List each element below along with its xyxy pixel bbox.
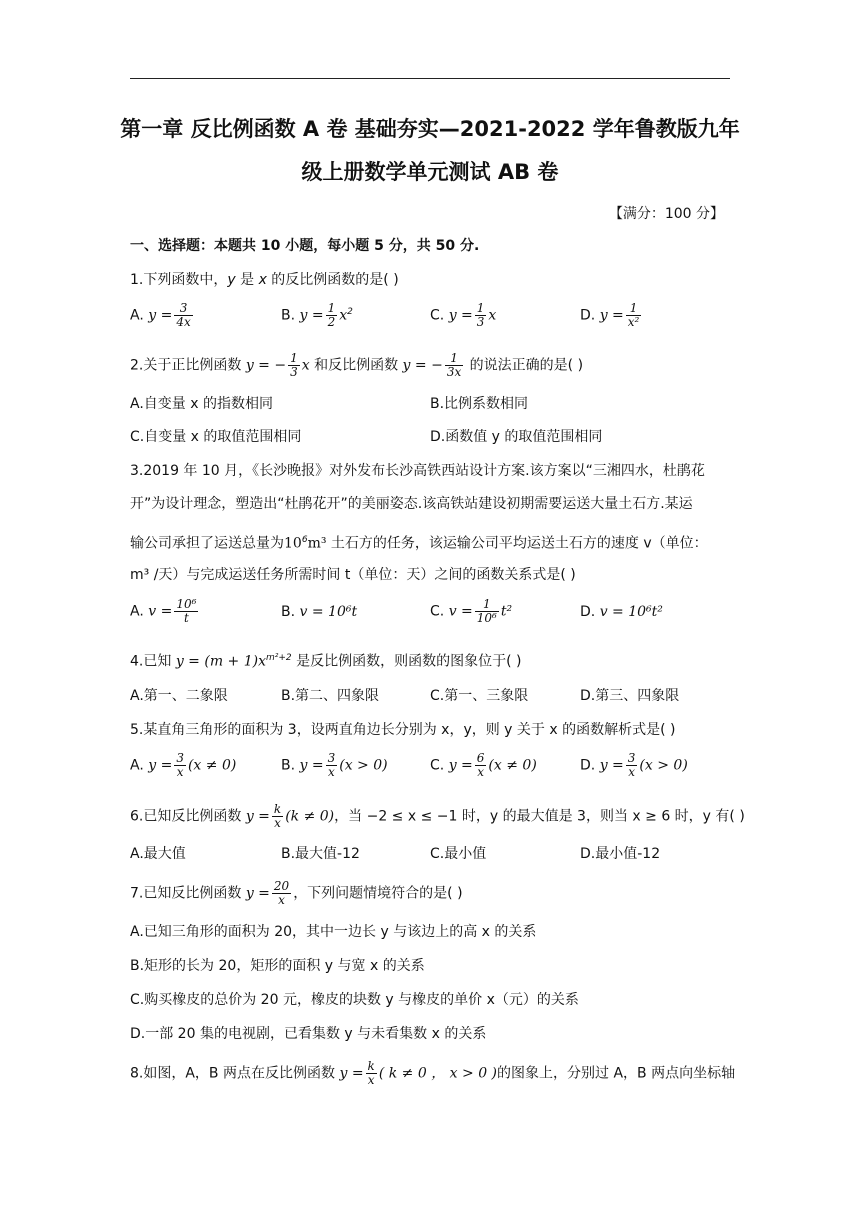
question-3-line1: 3.2019 年 10 月，《长沙晚报》对外发布长沙高铁西站设计方案.该方案以“三湘四水，杜鹃花 <box>130 463 705 479</box>
q2-option-d: D.函数值 y 的取值范围相同 <box>430 429 603 445</box>
q7-option-a: A.已知三角形的面积为 20，其中一边长 y 与该边上的高 x 的关系 <box>130 924 537 940</box>
q1-option-a: A. y = $\frac{3}{4x}$ <box>130 301 191 329</box>
section-heading: 一、选择题：本题共 10 小题，每小题 5 分，共 50 分. <box>130 238 480 254</box>
q1-option-d: D. y = $\frac{1}{\text{x²}}$ <box>580 301 640 329</box>
q3-option-c: C. v = $\frac{1}{\text{10⁶}}$ t² <box>430 597 513 625</box>
q2-option-c: C.自变量 x 的取值范围相同 <box>130 429 302 445</box>
q5-option-c: C. y = $\frac{6}{x}$ (x ≠ 0) <box>430 751 537 779</box>
fraction: $\frac{3}{x}$ <box>176 751 184 779</box>
question-3-line4: m³ /天）与完成运送任务所需时间 t（单位：天）之间的函数关系式是( ) <box>130 567 576 583</box>
question-3-line3: 输公司承担了运送总量为$10^6m^3$ 土石方的任务，该运输公司平均运送土石方的速度 v（单位： <box>130 535 708 552</box>
full-score: 【满分：100 分】 <box>608 206 724 222</box>
fraction: $\frac{1}{\text{10⁶}}$ <box>476 597 497 625</box>
q6-option-d: D.最小值-12 <box>580 846 661 862</box>
fraction: $\frac{3}{x}$ <box>327 751 336 779</box>
q5-option-a: A. y = $\frac{3}{x}$ (x ≠ 0) <box>130 751 237 779</box>
fraction: $\frac{1}{\text{x²}}$ <box>627 301 640 329</box>
fraction: $\frac{\text{10⁶}}{t}$ <box>176 597 197 625</box>
q4-option-c: C.第一、三象限 <box>430 688 529 704</box>
fraction: $\frac{k}{x}$ <box>367 1059 375 1087</box>
question-1-stem: 1.下列函数中，y 是 x 的反比例函数的是( ) <box>130 272 399 288</box>
q3-option-a: A. v = $\frac{\text{10⁶}}{t}$ <box>130 597 197 625</box>
q6-option-b: B.最大值-12 <box>281 846 360 862</box>
q2-option-a: A.自变量 x 的指数相同 <box>130 396 273 412</box>
q4-option-b: B.第二、四象限 <box>281 688 380 704</box>
question-7-stem: 7.已知反比例函数 y = $\frac{20}{x}$ ，下列问题情境符合的是( ) <box>130 879 463 907</box>
page-title-line2: 级上册数学单元测试 AB 卷 <box>301 160 559 184</box>
fraction: $\frac{3}{x}$ <box>627 751 636 779</box>
q2-option-b: B.比例系数相同 <box>430 396 529 412</box>
fraction: $\frac{1}{3}$ <box>476 301 485 329</box>
q1-option-b: B. y = $\frac{1}{2}$ $x^2$ <box>281 301 353 330</box>
question-2-stem: 2.关于正比例函数 y = − $\frac{1}{3}$ x 和反比例函数 y = − $\frac{1}{3x}$ 的说法正确的是( ) <box>130 351 584 379</box>
fraction: $\frac{k}{x}$ <box>273 802 282 830</box>
q5-option-b: B. y = $\frac{3}{x}$ (x > 0) <box>281 751 388 779</box>
fraction: $\frac{6}{x}$ <box>476 751 485 779</box>
question-8-stem: 8.如图，A，B 两点在反比例函数 y = $\frac{k}{x}$ ( k ≠ 0 ， x > 0 )的图象上，分别过 A，B 两点向坐标轴 <box>130 1059 736 1087</box>
q7-option-c: C.购买橡皮的总价为 20 元，橡皮的块数 y 与橡皮的单价 x（元）的关系 <box>130 992 579 1008</box>
question-4-stem: 4.已知 $y = (m + 1)x^{m^2+2}$ 是反比例函数，则函数的图象位于( ) <box>130 653 522 670</box>
q7-option-d: D.一部 20 集的电视剧，已看集数 y 与未看集数 x 的关系 <box>130 1026 487 1042</box>
fraction: $\frac{1}{2}$ <box>327 301 336 330</box>
page-title-line1: 第一章 反比例函数 A 卷 基础夯实—2021-2022 学年鲁教版九年 <box>120 117 740 141</box>
fraction: $\frac{20}{x}$ <box>273 879 290 907</box>
q3-option-b: B. v = 10⁶t <box>281 604 358 620</box>
question-5-stem: 5.某直角三角形的面积为 3，设两直角边长分别为 x，y，则 y 关于 x 的函数解析式是( ) <box>130 722 676 738</box>
q4-option-a: A.第一、二象限 <box>130 688 228 704</box>
header-rule <box>130 78 730 79</box>
fraction: $\frac{1}{3}$ <box>290 351 298 379</box>
q3-option-d: D. v = 10⁶t² <box>580 604 663 620</box>
q6-option-c: C.最小值 <box>430 846 487 862</box>
q1-option-c: C. y = $\frac{1}{3}$ x <box>430 301 497 329</box>
question-6-stem: 6.已知反比例函数 y = $\frac{k}{x}$ (k ≠ 0)，当 −2 ≤ x ≤ −1 时，y 的最大值是 3，则当 x ≥ 6 时，y 有( ) <box>130 802 745 830</box>
q4-option-d: D.第三、四象限 <box>580 688 680 704</box>
q5-option-d: D. y = $\frac{3}{x}$ (x > 0) <box>580 751 688 779</box>
q6-option-a: A.最大值 <box>130 846 186 862</box>
question-3-line2: 开”为设计理念，塑造出“杜鹃花开”的美丽姿态.该高铁站建设初期需要运送大量土石方.某运 <box>130 496 693 512</box>
fraction: $\frac{1}{3x}$ <box>446 351 462 379</box>
fraction: $\frac{3}{4x}$ <box>176 301 191 329</box>
q7-option-b: B.矩形的长为 20，矩形的面积 y 与宽 x 的关系 <box>130 958 425 974</box>
